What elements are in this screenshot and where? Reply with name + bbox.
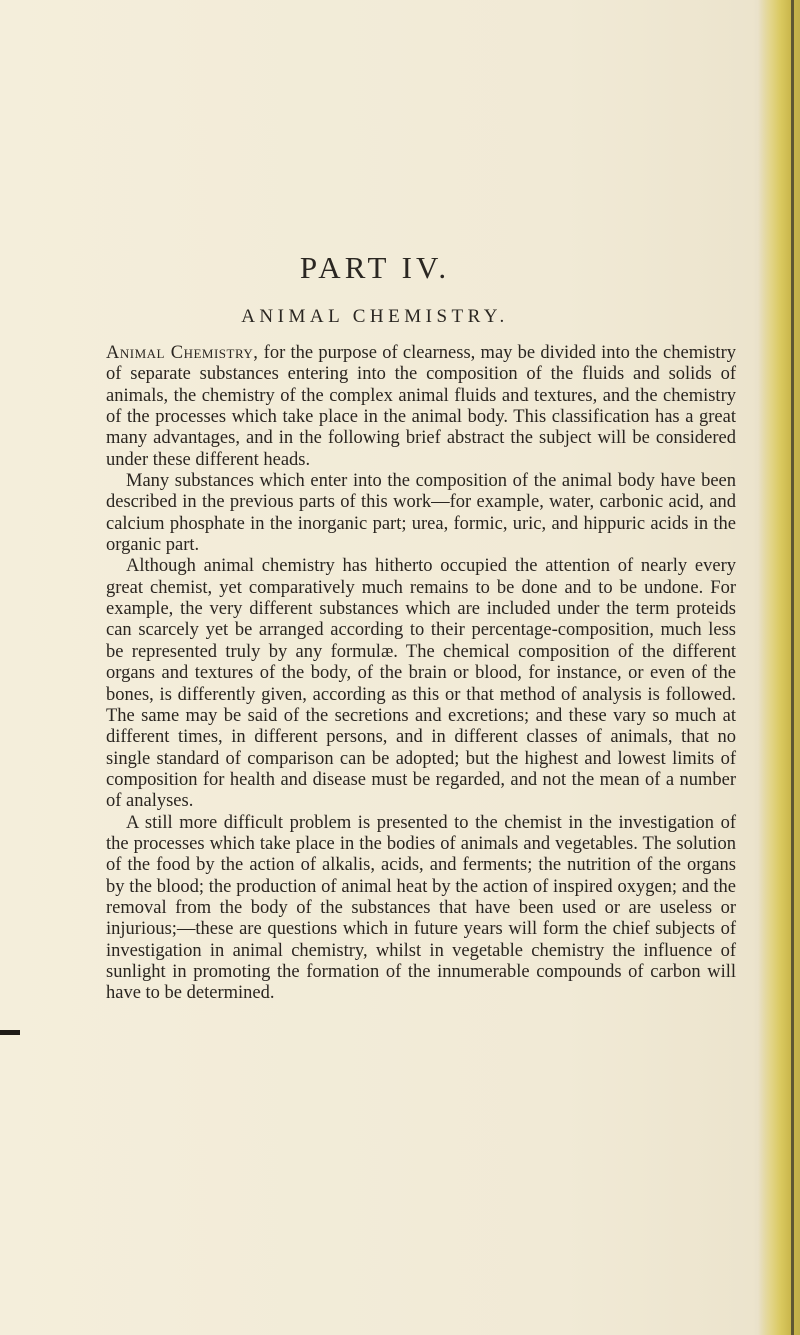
paragraph: Although animal chemistry has hitherto occupied the attention of nearly every great chemist, yet comparatively much remains to be done and to be undone. For example, the very different substances which are included under the term proteids can scarcely yet be arranged according to their percentage-composition, much less be represented truly by any formulæ. The chemical composition of the different organs and textures of the body, of the brain or blood, for instance, or even of the bones, is differently given, according as this or that method of analysis is followed. The same may be said of the secretions and excretions; and these vary so much at different times, in different persons, and in different classes of animals, that no single standard of comparison can be adopted; but the highest and lowest limits of composition for health and disease must be regarded, and not the mean of a number of analyses. bbox=[106, 556, 736, 812]
paragraph-text: for the purpose of clearness, may be divided into the chemistry of separate substances entering into the composition of the fluids and solids of animals, the chemistry of the complex animal fluids and textures, and the chemistry of the processes which take place in the animal body. This classification has a great many advantages, and in the following brief abstract the subject will be considered under these different heads. bbox=[106, 343, 736, 470]
paragraph: A still more difficult problem is presented to the chemist in the investigation of the processes which take place in the bodies of animals and vegetables. The solution of the food by the action of alkalis, acids, and ferments; the nutrition of the organs by the blood; the production of animal heat by the action of inspired oxygen; and the removal from the body of the substances that have been used or are useless or injurious;—these are questions which in future years will form the chief subjects of investigation in animal chemistry, whilst in vegetable chemistry the influence of sunlight in promoting the formation of the innumerable compounds of carbon will have to be determined. bbox=[106, 812, 736, 1004]
body-text bbox=[106, 343, 736, 1005]
part-heading: PART IV. bbox=[299, 250, 451, 285]
paragraph-lead: Animal Chemistry, bbox=[106, 343, 259, 363]
paragraph bbox=[106, 343, 736, 471]
paragraph: Many substances which enter into the composition of the animal body have been described in the previous parts of this work—for example, water, carbonic acid, and calcium phosphate in the inorganic part; urea, formic, uric, and hippuric acids in the organic part. bbox=[106, 471, 736, 556]
margin-mark bbox=[0, 1030, 20, 1035]
chapter-heading: ANIMAL CHEMISTRY. bbox=[241, 306, 509, 327]
page-edge-shadow bbox=[758, 0, 800, 1335]
binding-line bbox=[791, 0, 794, 1335]
